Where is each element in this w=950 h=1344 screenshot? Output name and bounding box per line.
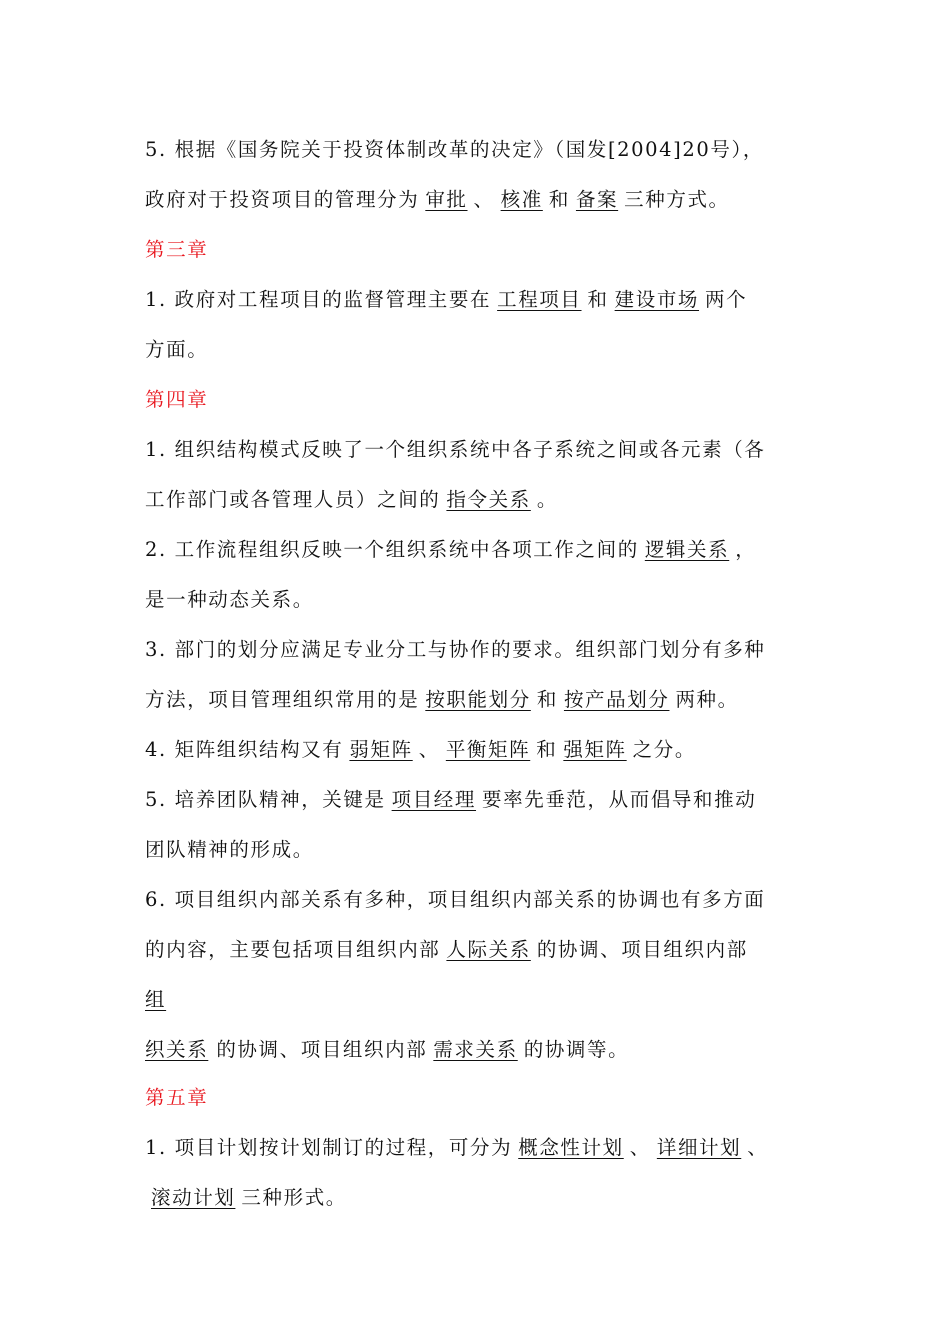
answer-blank: 弱矩阵 [349,738,413,761]
heading-text: 第五章 [145,1086,209,1109]
answer-blank: 按职能划分 [425,688,531,711]
question-text: 团队精神的形成。 [145,838,314,861]
heading-text: 第三章 [145,238,209,261]
answer-blank: 建设市场 [614,288,700,311]
ch4-q6-line1 [145,886,845,914]
ch4-q5-line1 [145,786,845,814]
answer-blank: 工程项目 [497,288,582,311]
ch3-q1-line1 [145,286,845,314]
question-text: 之分。 [632,738,696,761]
answer-blank: 概念性计划 [518,1136,624,1159]
answer-blank: 详细计划 [656,1136,742,1159]
question-text: 的协调、项目组织内部 [536,938,748,961]
q5-text: 5. 根据《国务院关于投资体制改革的决定》（国发[2004]20号）， [145,138,764,161]
ch4-q6-line4 [145,1036,845,1064]
answer-blank: 审批 [425,188,468,211]
question-text: 2. 工作流程组织反映一个组织系统中各项工作之间的 [145,538,639,561]
answer-blank: 按产品划分 [563,688,670,711]
ch4-q3-line1 [145,636,845,664]
ch4-q6-line3 [145,986,845,1014]
q5-line2 [145,186,845,214]
separator: 和 [587,288,609,311]
ch4-q3-line2 [145,686,845,714]
answer-blank: 人际关系 [446,938,531,961]
question-text: 要率先垂范，从而倡导和推动 [482,788,757,811]
question-text: 的协调等。 [523,1038,630,1061]
q5-text-a: 政府对于投资项目的管理分为 [145,188,420,211]
question-text: 。 [536,488,558,511]
question-text: 工作部门或各管理人员）之间的 [145,488,441,511]
question-text: 4. 矩阵组织结构又有 [145,738,344,761]
question-text: 方面。 [145,338,209,361]
q5-tail: 三种方式。 [624,188,730,211]
question-text: 5. 培养团队精神，关键是 [145,788,386,811]
answer-blank: 需求关系 [433,1038,518,1061]
answer-blank: 强矩阵 [563,738,627,761]
question-text: 1. 组织结构模式反映了一个组织系统中各子系统之间或各元素（各 [145,438,766,461]
answer-blank: 核准 [500,188,543,211]
answer-blank: 项目经理 [391,788,477,811]
answer-blank: 指令关系 [446,488,531,511]
ch4-q1-line1 [145,436,845,464]
ch3-q1-line2 [145,336,845,364]
answer-blank-start: 组 [145,988,167,1011]
question-text: 两个 [705,288,748,311]
question-text: 1. 项目计划按计划制订的过程，可分为 [145,1136,513,1159]
answer-blank: 逻辑关系 [644,538,730,561]
heading-text: 第四章 [145,388,209,411]
separator: 、 [747,1136,769,1159]
ch5-q1-line1 [145,1134,845,1162]
ch5-q1-line2 [145,1184,845,1212]
chapter-4-heading [145,386,845,414]
question-text: 方法，项目管理组织常用的是 [145,688,420,711]
separator: 、 [473,188,495,211]
question-text: 两种。 [675,688,739,711]
question-text: 6. 项目组织内部关系有多种，项目组织内部关系的协调也有多方面 [145,888,766,911]
separator: 、 [418,738,440,761]
separator: 、 [629,1136,651,1159]
ch4-q4-line1 [145,736,845,764]
question-text: 3. 部门的划分应满足专业分工与协作的要求。组织部门划分有多种 [145,638,766,661]
question-text: 是一种动态关系。 [145,588,314,611]
question-text: 三种形式。 [241,1186,347,1209]
chapter-5-heading [145,1084,845,1112]
ch4-q6-line2 [145,936,845,964]
chapter-3-heading [145,236,845,264]
answer-blank: 滚动计划 [151,1186,236,1209]
question-text: 的内容，主要包括项目组织内部 [145,938,441,961]
question-text: 1. 政府对工程项目的监督管理主要在 [145,288,492,311]
question-text: ， [735,538,757,561]
separator: 和 [536,688,558,711]
ch4-q1-line2 [145,486,845,514]
answer-blank-end: 织关系 [145,1038,209,1061]
answer-blank: 备案 [575,188,619,211]
ch4-q5-line2 [145,836,845,864]
ch4-q2-line2 [145,586,845,614]
separator: 和 [536,738,558,761]
q5-line1 [145,136,845,164]
ch4-q2-line1 [145,536,845,564]
question-text: 的协调、项目组织内部 [216,1038,428,1061]
answer-blank: 平衡矩阵 [445,738,531,761]
separator: 和 [548,188,570,211]
